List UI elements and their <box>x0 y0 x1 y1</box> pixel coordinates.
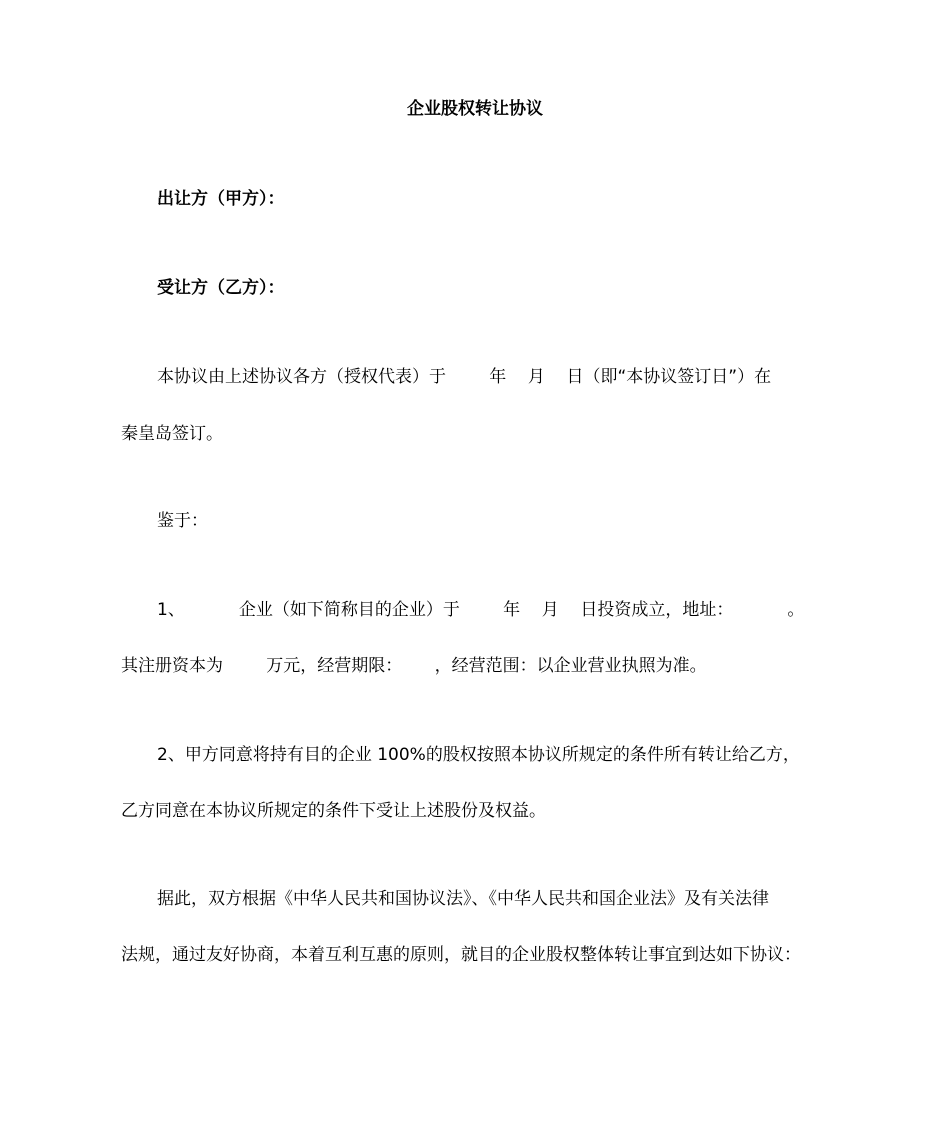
item-2-line-1: 2、甲方同意将持有目的企业 100%的股权按照本协议所规定的条件所有转让给乙方， <box>157 745 800 765</box>
intro-paragraph-line-1: 本协议由上述协议各方（授权代表）于 年 月 日（即“本协议签订日”）在 <box>157 367 772 387</box>
document-title: 企业股权转让协议 <box>407 99 543 119</box>
basis-paragraph-line-2: 法规，通过友好协商，本着互利互惠的原则，就目的企业股权整体转让事宜到达如下协议： <box>121 945 801 965</box>
basis-paragraph-line-1: 据此，双方根据《中华人民共和国协议法》、《中华人民共和国企业法》及有关法律 <box>157 889 769 909</box>
transferor-label: 出让方（甲方）： <box>157 189 285 209</box>
transferee-label: 受让方（乙方）： <box>157 278 285 298</box>
item-1-line-2: 其注册资本为 万元，经营期限： ，经营范围：以企业营业执照为准。 <box>121 656 707 676</box>
item-1-line-1: 1、 企业（如下简称目的企业）于 年 月 日投资成立，地址： 。 <box>157 600 805 620</box>
whereas-label: 鉴于： <box>157 511 208 531</box>
intro-paragraph-line-2: 秦皇岛签订。 <box>121 424 223 444</box>
item-2-line-2: 乙方同意在本协议所规定的条件下受让上述股份及权益。 <box>121 801 546 821</box>
